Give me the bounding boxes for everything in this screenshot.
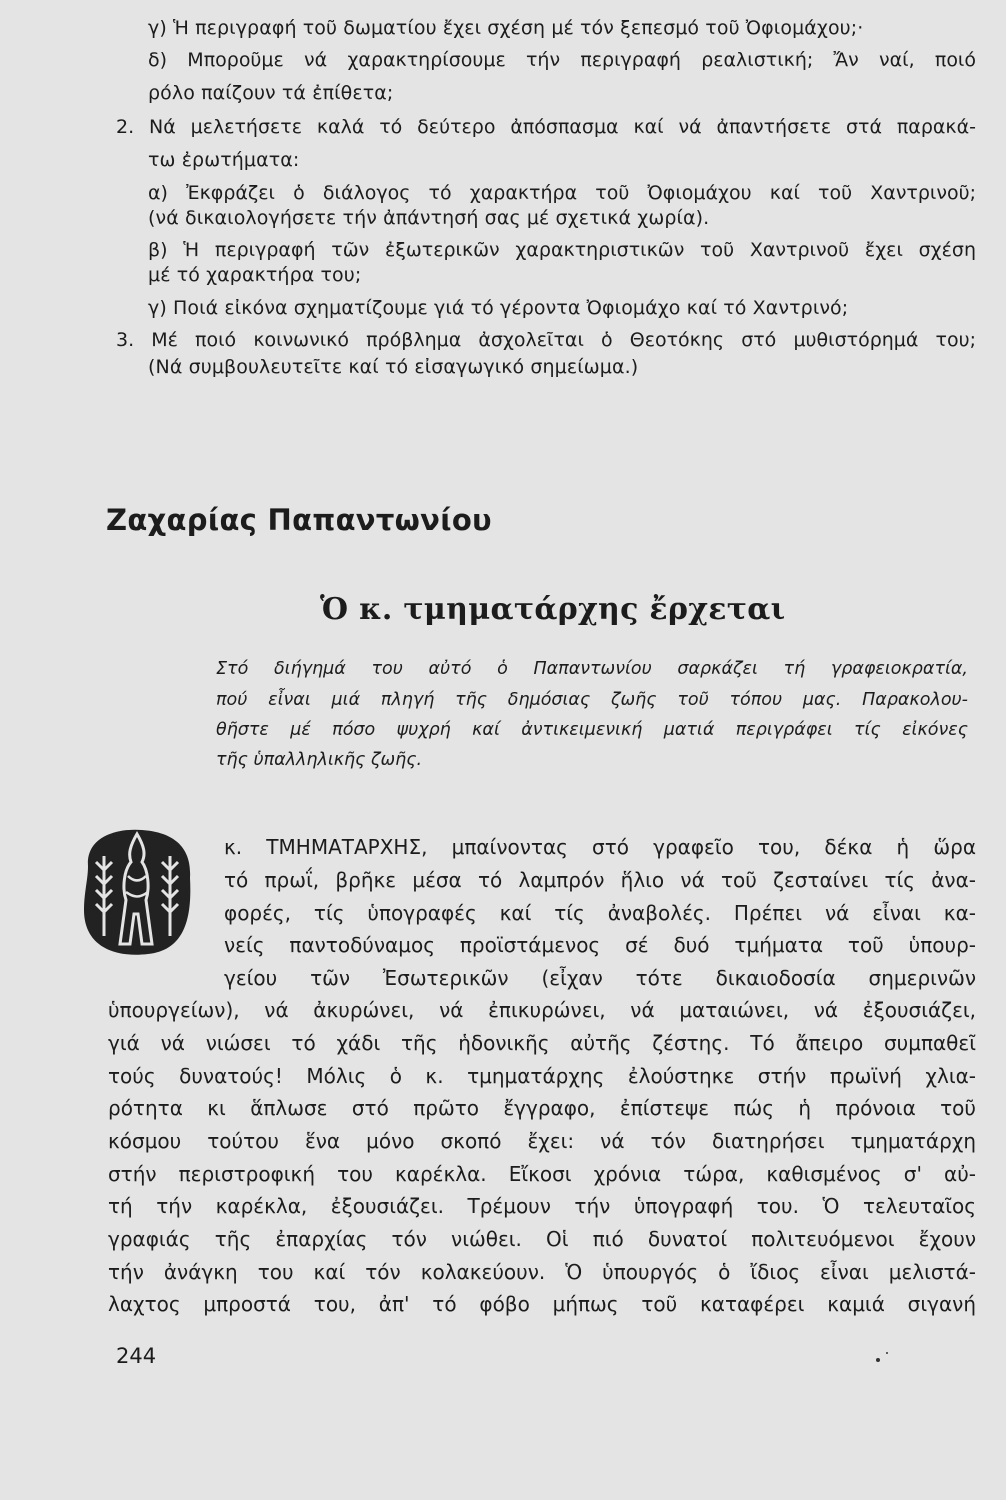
author-heading: Ζαχαρίας Παπαντωνίου xyxy=(106,503,492,537)
question-1c: γ) Ἡ περιγραφή τοῦ δωματίου ἔχει σχέση μέ τόν ξεπεσμό τοῦ Ὀφιομάχου;· xyxy=(148,17,864,39)
question-2a-line1: α) Ἐκφράζει ὁ διάλογος τό χαρακτήρα τοῦ Ὀφιομάχου καί τοῦ Χαντρινοῦ; xyxy=(148,182,976,204)
scan-speck xyxy=(876,1358,880,1362)
body-line-5: γείου τῶν Ἐσωτερικῶν (εἶχαν τότε δικαιοδοσία σημερινῶν xyxy=(224,966,976,990)
question-2a-line2: (νά δικαιολογήσετε τήν ἀπάντησή σας μέ σχετικά χωρία). xyxy=(148,207,710,229)
intro-line-1: Στό διήγημά του αὐτό ὁ Παπαντωνίου σαρκάζει τή γραφειοκρατία, xyxy=(216,659,968,679)
question-2c: γ) Ποιά εἰκόνα σχηματίζουμε γιά τό γέροντα Ὀφιομάχο καί τό Χαντρινό; xyxy=(148,297,849,319)
intro-line-2: πού εἶναι μιά πληγή τῆς δημόσιας ζωῆς τοῦ τόπου μας. Παρακολου- xyxy=(216,690,968,710)
question-2b-line1: β) Ἡ περιγραφή τῶν ἐξωτερικῶν χαρακτηριστικῶν τοῦ Χαντρινοῦ ἔχει σχέση xyxy=(148,239,976,261)
question-1d-line1: δ) Μποροῦμε νά χαρακτηρίσουμε τήν περιγραφή ρεαλιστική; Ἄν ναί, ποιό xyxy=(148,49,976,71)
story-title: Ὁ κ. τμηματάρχης ἔρχεται xyxy=(320,592,786,627)
page-number: 244 xyxy=(116,1344,157,1368)
question-2-line1: 2. Νά μελετήσετε καλά τό δεύτερο ἀπόσπασμα καί νά ἀπαντήσετε στά παρακά- xyxy=(116,116,976,138)
body-line-13: γραφιάς τῆς ἐπαρχίας τόν νιώθει. Οἱ πιό δυνατοί πολιτευόμενοι ἔχουν xyxy=(108,1227,976,1251)
body-line-7: γιά νά νιώσει τό χάδι τῆς ἡδονικῆς αὐτῆς ζέστης. Τό ἄπειρο συμπαθεῖ xyxy=(108,1031,976,1055)
body-line-3: φορές, τίς ὑπογραφές καί τίς ἀναβολές. Πρέπει νά εἶναι κα- xyxy=(224,901,976,925)
body-line-14: τήν ἀνάγκη του καί τόν κολακεύουν. Ὁ ὑπουργός ὁ ἴδιος εἶναι μελιστά- xyxy=(108,1260,976,1284)
body-line-4: νείς παντοδύναμος προϊστάμενος σέ δυό τμήματα τοῦ ὑπουρ- xyxy=(224,933,976,957)
question-1d-line2: ρόλο παίζουν τά ἐπίθετα; xyxy=(148,82,394,104)
body-line-9: ρότητα κι ἅπλωσε στό πρῶτο ἔγγραφο, ἐπίστεψε πώς ἡ πρόνοια τοῦ xyxy=(108,1096,976,1120)
body-line-6: ὑπουργείων), νά ἀκυρώνει, νά ἐπικυρώνει, νά ματαιώνει, νά ἐξουσιάζει, xyxy=(108,998,976,1022)
question-2b-line2: μέ τό χαρακτήρα του; xyxy=(148,264,362,286)
body-line-11: στήν περιστροφική του καρέκλα. Εἴκοσι χρόνια τώρα, καθισμένος σ' αὐ- xyxy=(108,1162,976,1186)
body-line-15: λαχτος μπροστά του, ἀπ' τό φόβο μήπως τοῦ καταφέρει καμιά σιγανή xyxy=(108,1292,976,1316)
body-line-1: κ. ΤΜΗΜΑΤΑΡΧΗΣ, μπαίνοντας στό γραφεῖο του, δέκα ἡ ὥρα xyxy=(224,835,976,859)
scan-speck xyxy=(886,1352,888,1354)
woodcut-figure-with-wheat-icon xyxy=(78,826,196,958)
question-2-line2: τω ἐρωτήματα: xyxy=(148,149,300,171)
intro-line-4: τῆς ὑπαλληλικῆς ζωῆς. xyxy=(216,750,423,770)
question-3-line2: (Νά συμβουλευτεῖτε καί τό εἰσαγωγικό σημείωμα.) xyxy=(148,356,639,378)
body-line-12: τή τήν καρέκλα, ἐξουσιάζει. Τρέμουν τήν ὑπογραφή του. Ὁ τελευταῖος xyxy=(108,1194,976,1218)
intro-line-3: θῆστε μέ πόσο ψυχρή καί ἀντικειμενική ματιά περιγράφει τίς εἰκόνες xyxy=(216,720,968,740)
question-3-line1: 3. Μέ ποιό κοινωνικό πρόβλημα ἀσχολεῖται ὁ Θεοτόκης στό μυθιστόρημά του; xyxy=(116,329,976,351)
body-line-10: κόσμου τούτου ἕνα μόνο σκοπό ἔχει: νά τόν διατηρήσει τμηματάρχη xyxy=(108,1129,976,1153)
body-line-8: τούς δυνατούς! Μόλις ὁ κ. τμηματάρχης ἐλούστηκε στήν πρωϊνή χλια- xyxy=(108,1064,976,1088)
body-line-2: τό πρωΐ, βρῆκε μέσα τό λαμπρόν ἥλιο νά τοῦ ζεσταίνει τίς ἀνα- xyxy=(224,868,976,892)
